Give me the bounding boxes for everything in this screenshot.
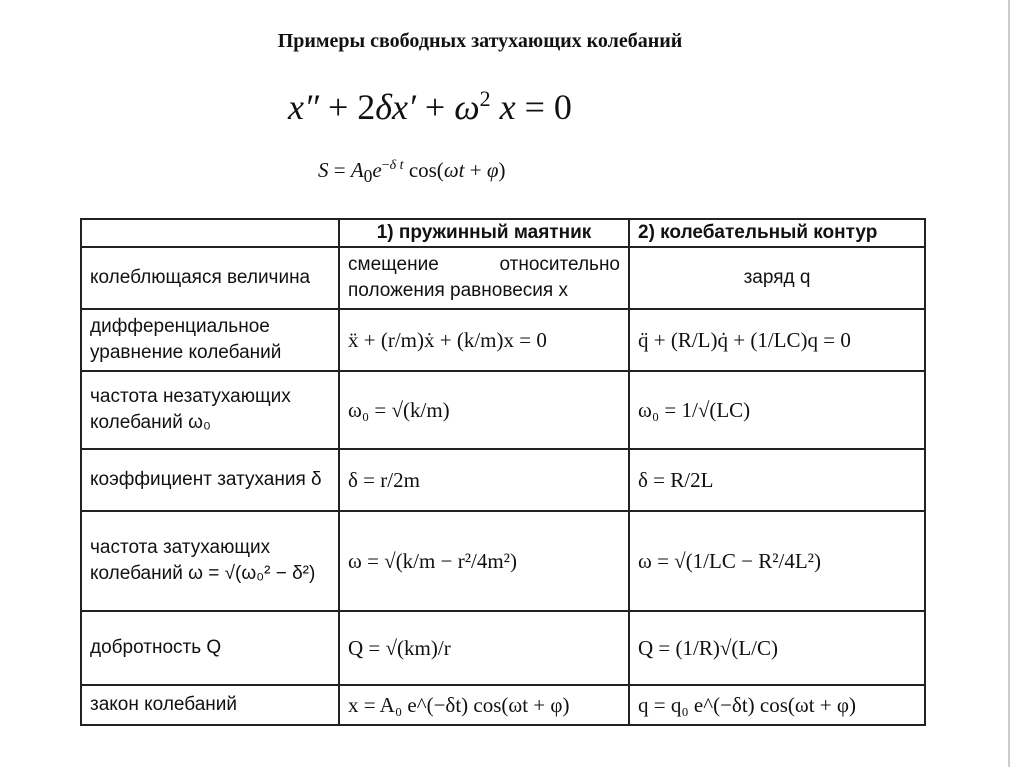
table-row (81, 611, 925, 685)
table-row (81, 685, 925, 725)
spring-cell (339, 685, 629, 725)
circuit-formula: ω₀ = 1/√(LC) (638, 397, 751, 422)
spring-formula: δ = r/2m (348, 467, 420, 492)
circuit-formula: q̈ + (R/L)q̇ + (1/LC)q = 0 (638, 327, 851, 352)
circuit-cell (629, 511, 925, 611)
circuit-cell (629, 371, 925, 449)
header-oscillating-circuit: 2) колебательный контур (629, 219, 925, 247)
circuit-cell: заряд q (629, 247, 925, 309)
spring-cell (339, 611, 629, 685)
spring-formula: ẍ + (r/m)ẋ + (k/m)x = 0 (348, 327, 547, 352)
slide-edge (1008, 0, 1010, 767)
table-row (81, 309, 925, 371)
row-label: коэффициент затухания δ (81, 449, 339, 511)
circuit-cell (629, 685, 925, 725)
spring-cell (339, 449, 629, 511)
spring-formula: ω₀ = √(k/m) (348, 397, 450, 422)
circuit-cell (629, 611, 925, 685)
table-row (81, 371, 925, 449)
row-label: закон колебаний (81, 685, 339, 725)
spring-cell: смещение относительно положения равновесия x (339, 247, 629, 309)
differential-equation: $x'' + 2\delta x' + \omega^2$ x = 0 (288, 86, 572, 127)
header-cell-empty (81, 219, 339, 247)
spring-cell (339, 511, 629, 611)
circuit-formula: Q = (1/R)√(L/C) (638, 635, 779, 660)
page-title: Примеры свободных затухающих колебаний (277, 30, 683, 52)
spring-cell (339, 371, 629, 449)
circuit-formula: q = q₀ e^(−δt) cos(ωt + φ) (638, 692, 856, 717)
row-label: частота затухающих колебаний ω = √(ω₀² − δ²) (81, 511, 339, 611)
row-label: дифференциальное уравнение колебаний (81, 309, 339, 371)
spring-formula: x = A₀ e^(−δt) cos(ωt + φ) (348, 692, 570, 717)
comparison-table (80, 218, 926, 726)
spring-cell (339, 309, 629, 371)
spring-formula: Q = √(km)/r (348, 635, 451, 660)
table-row (81, 449, 925, 511)
row-label: колеблющаяся величина (81, 247, 339, 309)
table-row (81, 247, 925, 309)
row-label: добротность Q (81, 611, 339, 685)
table-row (81, 511, 925, 611)
row-label: частота незатухающих колебаний ω₀ (81, 371, 339, 449)
header-spring-pendulum: 1) пружинный маятник (339, 219, 629, 247)
spring-formula: ω = √(k/m − r²/4m²) (348, 548, 517, 573)
solution-equation: $S = A_0e^{-\delta t}$ cos(ωt + φ) (318, 158, 506, 187)
circuit-cell (629, 449, 925, 511)
circuit-cell (629, 309, 925, 371)
circuit-formula: ω = √(1/LC − R²/4L²) (638, 548, 821, 573)
table-header-row (81, 219, 925, 247)
circuit-formula: δ = R/2L (638, 467, 714, 492)
